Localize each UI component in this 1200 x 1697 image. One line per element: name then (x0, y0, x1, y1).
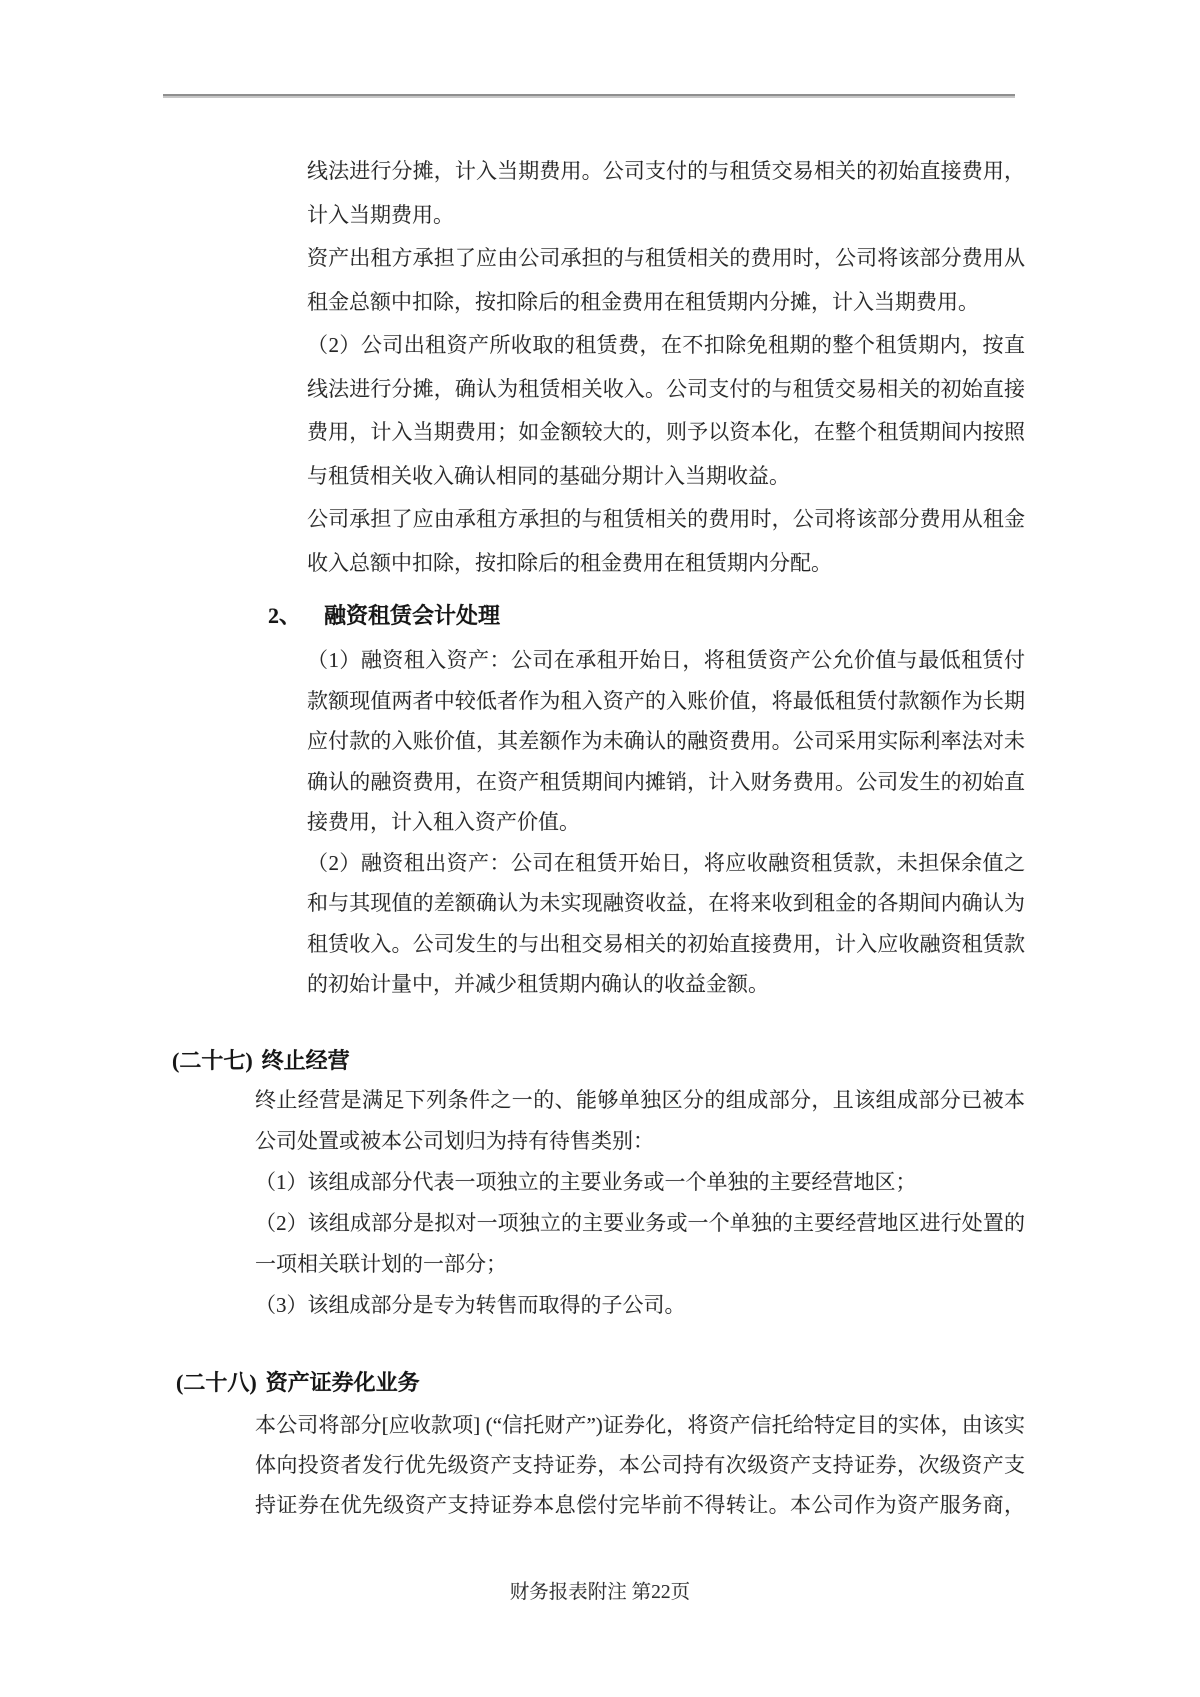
heading-title: 融资租赁会计处理 (324, 603, 501, 628)
text-line: （1）融资租入资产：公司在承租开始日，将租赁资产公允价值与最低租赁付 (307, 648, 1025, 672)
text-line: （1）该组成部分代表一项独立的主要业务或一个单独的主要经营地区； (255, 1170, 917, 1194)
heading-number: (二十八) (176, 1370, 257, 1395)
text-line: （3）该组成部分是专为转售而取得的子公司。 (255, 1293, 686, 1317)
heading-asset-securitization (176, 1370, 420, 1396)
text-line: 持证券在优先级资产支持证券本息偿付完毕前不得转让。本公司作为资产服务商， (255, 1493, 1025, 1517)
text-line: 的初始计量中，并减少租赁期内确认的收益金额。 (307, 972, 769, 996)
header-rule (163, 94, 1015, 98)
text-line: 收入总额中扣除，按扣除后的租金费用在租赁期内分配。 (307, 550, 832, 575)
text-line: 资产出租方承担了应由公司承担的与租赁相关的费用时，公司将该部分费用从 (307, 246, 1025, 270)
para-asset-securitization (255, 1405, 1025, 1525)
text-line: 与租赁相关收入确认相同的基础分期计入当期收益。 (307, 463, 790, 488)
text-line: 款额现值两者中较低者作为租入资产的入账价值，将最低租赁付款额作为长期 (307, 688, 1025, 713)
text-line: 公司处置或被本公司划归为持有待售类别： (255, 1129, 654, 1153)
text-line: 计入当期费用。 (307, 202, 454, 227)
text-line: 公司承担了应由承租方承担的与租赁相关的费用时，公司将该部分费用从租金 (307, 507, 1025, 531)
heading-discontinued-operations (172, 1048, 350, 1074)
heading-number: 2、 (268, 603, 302, 628)
page-footer: 财务报表附注 第22页 (509, 1582, 691, 1603)
text-line: 一项相关联计划的一部分； (255, 1252, 507, 1276)
text-line: 线法进行分摊，计入当期费用。公司支付的与租赁交易相关的初始直接费用， (307, 159, 1025, 183)
text-line: 体向投资者发行优先级资产支持证券，本公司持有次级资产支持证券，次级资产支 (255, 1453, 1025, 1477)
text-line: （2）公司出租资产所收取的租赁费，在不扣除免租期的整个租赁期内，按直 (307, 333, 1025, 357)
heading-title: 资产证券化业务 (265, 1370, 420, 1395)
text-line: 应付款的入账价值，其差额作为未确认的融资费用。公司采用实际利率法对未 (307, 729, 1025, 753)
text-line: 线法进行分摊，确认为租赁相关收入。公司支付的与租赁交易相关的初始直接 (307, 376, 1025, 401)
text-line: 确认的融资费用，在资产租赁期间内摊销，计入财务费用。公司发生的初始直 (307, 769, 1025, 794)
text-line: 本公司将部分[应收款项] (“信托财产”)证券化，将资产信托给特定目的实体，由该实 (255, 1413, 1025, 1437)
para-operating-lease-continued (307, 150, 1025, 585)
text-line: 和与其现值的差额确认为未实现融资收益，在将来收到租金的各期间内确认为 (307, 891, 1025, 915)
text-line: （2）融资租出资产：公司在租赁开始日，将应收融资租赁款，未担保余值之 (307, 850, 1025, 875)
text-line: （2）该组成部分是拟对一项独立的主要业务或一个单独的主要经营地区进行处置的 (255, 1211, 1025, 1235)
text-line: 终止经营是满足下列条件之一的、能够单独区分的组成部分，且该组成部分已被本 (255, 1088, 1025, 1112)
text-line: 费用，计入当期费用；如金额较大的，则予以资本化，在整个租赁期间内按照 (307, 420, 1025, 444)
text-line: 租赁收入。公司发生的与出租交易相关的初始直接费用，计入应收融资租赁款 (307, 931, 1025, 956)
heading-title: 终止经营 (261, 1048, 350, 1073)
para-finance-lease (307, 640, 1025, 1005)
heading-number: (二十七) (172, 1048, 253, 1073)
text-line: 租金总额中扣除，按扣除后的租金费用在租赁期内分摊，计入当期费用。 (307, 289, 979, 314)
text-line: 接费用，计入租入资产价值。 (307, 810, 580, 834)
heading-finance-lease-accounting (268, 603, 500, 629)
para-discontinued-operations (255, 1080, 1025, 1326)
